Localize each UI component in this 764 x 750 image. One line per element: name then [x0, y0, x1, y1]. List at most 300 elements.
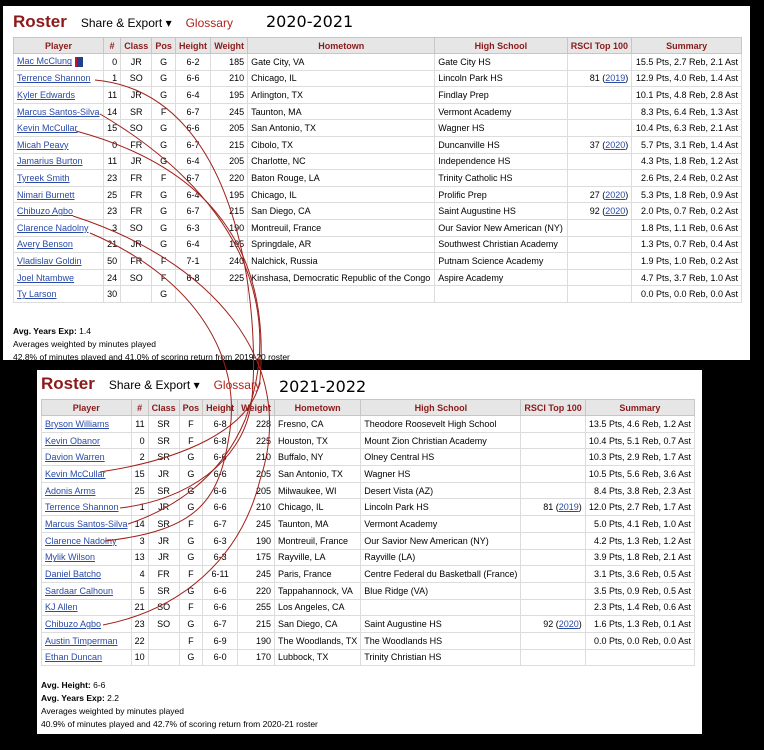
position-cell: G [152, 203, 176, 220]
high-school-cell: Trinity Christian HS [361, 649, 521, 666]
number-cell: 3 [104, 219, 121, 236]
class-cell [148, 649, 179, 666]
player-cell [14, 70, 104, 87]
hometown-cell: Arlington, TX [248, 87, 435, 104]
class-cell: SO [121, 70, 152, 87]
player-cell [42, 449, 132, 466]
glossary-link[interactable]: Glossary [185, 16, 233, 30]
table-row [42, 632, 695, 649]
column-header-player[interactable]: Player [42, 400, 132, 416]
weight-cell: 210 [238, 499, 275, 516]
high-school-cell: Our Savior New American (NY) [361, 532, 521, 549]
high-school-cell: Desert Vista (AZ) [361, 482, 521, 499]
high-school-cell: The Woodlands HS [361, 632, 521, 649]
player-link[interactable]: Davion Warren [45, 452, 105, 463]
rsci-cell [567, 70, 632, 87]
column-header-hometown[interactable]: Hometown [248, 38, 435, 54]
hometown-cell: Montreuil, France [275, 532, 361, 549]
column-header-high-school[interactable]: High School [361, 400, 521, 416]
roster-title: Roster [41, 374, 95, 393]
table-row [14, 286, 742, 303]
summary-cell [585, 649, 694, 666]
rsci-cell [521, 582, 585, 599]
weight-cell: 195 [211, 87, 248, 104]
height-cell: 6-6 [175, 120, 210, 137]
rsci-close-paren: ) [625, 73, 629, 84]
high-school-cell: Wagner HS [435, 120, 567, 137]
column-header-summary[interactable]: Summary [632, 38, 742, 54]
season-label: 2020-2021 [266, 12, 354, 31]
column-header-class[interactable]: Class [148, 400, 179, 416]
player-cell [14, 203, 104, 220]
position-cell: F [179, 432, 203, 449]
player-link[interactable]: Vladislav Goldin [17, 255, 82, 266]
summary-cell: 8.4 Pts, 3.8 Reb, 2.3 Ast [585, 482, 694, 499]
position-cell: G [179, 466, 203, 483]
table-row [14, 203, 742, 220]
summary-cell: 4.2 Pts, 1.3 Reb, 1.2 Ast [585, 532, 694, 549]
table-row [42, 549, 695, 566]
hometown-cell: San Antonio, TX [248, 120, 435, 137]
number-cell: 11 [104, 87, 121, 104]
summary-cell: 10.3 Pts, 2.9 Reb, 1.7 Ast [585, 449, 694, 466]
table-row [14, 87, 742, 104]
height-cell: 6-7 [175, 136, 210, 153]
number-cell: 15 [104, 120, 121, 137]
summary-cell: 12.9 Pts, 4.0 Reb, 1.4 Ast [632, 70, 742, 87]
height-cell: 6-8 [203, 432, 238, 449]
weight-cell: 245 [238, 516, 275, 533]
roster-footer [41, 679, 318, 731]
high-school-cell: Independence HS [435, 153, 567, 170]
high-school-cell: Prolific Prep [435, 186, 567, 203]
column-header-class[interactable]: Class [121, 38, 152, 54]
player-link[interactable]: Joel Ntambwe [17, 272, 75, 283]
player-link[interactable]: Terrence Shannon [17, 73, 91, 84]
weight-cell: 220 [211, 170, 248, 187]
table-row [14, 236, 742, 253]
summary-cell: 1.9 Pts, 1.0 Reb, 0.2 Ast [632, 253, 742, 270]
table-row [14, 219, 742, 236]
column-header-number[interactable]: # [131, 400, 148, 416]
season-label: 2021-2022 [279, 377, 367, 396]
height-cell [175, 286, 210, 303]
rsci-cell [567, 203, 632, 220]
player-cell [42, 516, 132, 533]
high-school-cell: Vermont Academy [361, 516, 521, 533]
player-link[interactable]: Micah Peavy [17, 139, 69, 150]
position-cell: G [179, 549, 203, 566]
number-cell: 1 [131, 499, 148, 516]
number-cell: 25 [104, 186, 121, 203]
rsci-cell [567, 236, 632, 253]
roster-title: Roster [13, 12, 67, 31]
number-cell: 21 [104, 236, 121, 253]
high-school-cell: Blue Ridge (VA) [361, 582, 521, 599]
rsci-cell [521, 499, 585, 516]
rsci-cell [521, 532, 585, 549]
table-row [42, 599, 695, 616]
rsci-year-link[interactable]: 2020 [558, 619, 579, 630]
player-cell [14, 219, 104, 236]
rsci-cell [521, 549, 585, 566]
hometown-cell: Chicago, IL [248, 70, 435, 87]
roster-header [41, 374, 261, 394]
hometown-cell: San Diego, CA [248, 203, 435, 220]
weight-cell: 245 [211, 103, 248, 120]
rsci-cell [521, 466, 585, 483]
player-link[interactable]: Sardaar Calhoun [45, 585, 114, 596]
number-cell: 4 [131, 566, 148, 583]
rsci-close-paren: ) [578, 619, 582, 630]
weight-cell: 210 [211, 70, 248, 87]
class-cell: SO [148, 616, 179, 633]
player-link[interactable]: Mylik Wilson [45, 552, 96, 563]
number-cell: 1 [104, 70, 121, 87]
table-row [42, 566, 695, 583]
rsci-year-link[interactable]: 2020 [605, 189, 626, 200]
hometown-cell: Taunton, MA [248, 103, 435, 120]
class-cell: SR [148, 432, 179, 449]
weight-cell: 215 [238, 616, 275, 633]
column-header-height[interactable]: Height [203, 400, 238, 416]
player-link[interactable]: Ethan Duncan [45, 652, 103, 663]
high-school-cell: Our Savior New American (NY) [435, 219, 567, 236]
hometown-cell: Springdale, AR [248, 236, 435, 253]
rsci-cell [521, 616, 585, 633]
player-cell [42, 632, 132, 649]
number-cell: 23 [131, 616, 148, 633]
position-cell: G [152, 70, 176, 87]
player-link[interactable]: Nimari Burnett [17, 189, 75, 200]
rsci-year-link[interactable]: 2020 [605, 139, 626, 150]
summary-cell: 1.3 Pts, 0.7 Reb, 0.4 Ast [632, 236, 742, 253]
weight-cell: 190 [238, 632, 275, 649]
weight-cell: 255 [238, 599, 275, 616]
class-cell: SO [121, 269, 152, 286]
class-cell: JR [121, 236, 152, 253]
position-cell: G [152, 236, 176, 253]
column-header-pos[interactable]: Pos [152, 38, 176, 54]
number-cell: 21 [131, 599, 148, 616]
height-cell: 6-6 [203, 482, 238, 499]
hometown-cell: Chicago, IL [248, 186, 435, 203]
column-header-summary[interactable]: Summary [585, 400, 694, 416]
player-link[interactable]: Clarence Nadolny [17, 222, 89, 233]
table-row [14, 120, 742, 137]
player-cell [42, 466, 132, 483]
summary-cell: 10.4 Pts, 6.3 Reb, 2.1 Ast [632, 120, 742, 137]
summary-cell: 8.3 Pts, 6.4 Reb, 1.3 Ast [632, 103, 742, 120]
rsci-cell [521, 416, 585, 433]
rsci-cell [567, 170, 632, 187]
hometown-cell: Milwaukee, WI [275, 482, 361, 499]
avg-years-label: Avg. Years Exp: [41, 693, 105, 703]
glossary-link[interactable]: Glossary [213, 378, 261, 392]
player-link[interactable]: Terrence Shannon [45, 502, 119, 513]
summary-cell: 4.7 Pts, 3.7 Reb, 1.0 Ast [632, 269, 742, 286]
high-school-cell: Trinity Catholic HS [435, 170, 567, 187]
hometown-cell: Kinshasa, Democratic Republic of the Congo [248, 269, 435, 286]
high-school-cell: Lincoln Park HS [361, 499, 521, 516]
height-cell: 6-6 [175, 70, 210, 87]
class-cell: SR [148, 582, 179, 599]
player-link[interactable]: Marcus Santos-Silva [45, 518, 128, 529]
player-link[interactable]: Kevin McCullar [45, 468, 106, 479]
hometown-cell: Lubbock, TX [275, 649, 361, 666]
rsci-rank: 92 ( [589, 206, 606, 217]
position-cell: F [152, 269, 176, 286]
height-cell: 6-3 [175, 219, 210, 236]
position-cell: G [152, 186, 176, 203]
share-export-menu[interactable]: Share & Export ▾ [108, 378, 200, 392]
height-cell: 6-2 [175, 54, 210, 71]
table-row [14, 186, 742, 203]
height-cell: 6-8 [175, 269, 210, 286]
table-row [42, 516, 695, 533]
weight-cell [211, 286, 248, 303]
rsci-close-paren: ) [625, 139, 629, 150]
height-cell: 6-11 [203, 566, 238, 583]
class-cell: FR [121, 203, 152, 220]
number-cell: 0 [131, 432, 148, 449]
hometown-cell: Montreuil, France [248, 219, 435, 236]
player-link[interactable]: Kevin McCullar [17, 123, 78, 134]
class-cell: SO [121, 120, 152, 137]
height-cell: 6-6 [203, 599, 238, 616]
player-link[interactable]: Marcus Santos-Silva [17, 106, 100, 117]
player-link[interactable]: KJ Allen [45, 602, 78, 613]
column-header-rsci-top-100[interactable]: RSCI Top 100 [567, 38, 632, 54]
summary-cell: 1.8 Pts, 1.1 Reb, 0.6 Ast [632, 219, 742, 236]
hometown-cell: San Antonio, TX [275, 466, 361, 483]
hometown-cell [248, 286, 435, 303]
player-cell [14, 170, 104, 187]
high-school-cell: Theodore Roosevelt High School [361, 416, 521, 433]
player-link[interactable]: Clarence Nadolny [45, 535, 117, 546]
player-link[interactable]: Jamarius Burton [17, 156, 83, 167]
table-row [42, 532, 695, 549]
weight-cell: 240 [211, 253, 248, 270]
class-cell: SR [121, 103, 152, 120]
position-cell: G [152, 120, 176, 137]
height-cell: 6-6 [203, 466, 238, 483]
position-cell: G [179, 482, 203, 499]
returning-note: 42.8% of minutes played and 41.0% of scoring return from 2019-20 roster [13, 352, 290, 362]
column-header-rsci-top-100[interactable]: RSCI Top 100 [521, 400, 585, 416]
class-cell: FR [121, 136, 152, 153]
position-cell: F [152, 170, 176, 187]
summary-cell: 2.6 Pts, 2.4 Reb, 0.2 Ast [632, 170, 742, 187]
summary-cell: 10.1 Pts, 4.8 Reb, 2.8 Ast [632, 87, 742, 104]
number-cell: 14 [104, 103, 121, 120]
weight-cell: 205 [238, 466, 275, 483]
player-cell [14, 186, 104, 203]
hometown-cell: Rayville, LA [275, 549, 361, 566]
player-cell [14, 253, 104, 270]
position-cell: F [179, 632, 203, 649]
column-header-number[interactable]: # [104, 38, 121, 54]
weight-cell: 220 [238, 582, 275, 599]
rsci-close-paren: ) [625, 206, 629, 217]
column-header-pos[interactable]: Pos [179, 400, 203, 416]
column-header-weight[interactable]: Weight [238, 400, 275, 416]
table-row [14, 269, 742, 286]
class-cell: SO [148, 599, 179, 616]
player-link[interactable]: Chibuzo Agbo [45, 619, 102, 630]
high-school-cell: Centre Federal du Basketball (France) [361, 566, 521, 583]
number-cell: 14 [131, 516, 148, 533]
weight-cell: 210 [238, 449, 275, 466]
player-cell [42, 499, 132, 516]
number-cell: 30 [104, 286, 121, 303]
high-school-cell: Putnam Science Academy [435, 253, 567, 270]
player-cell [14, 236, 104, 253]
roster-table [13, 37, 742, 303]
player-cell [42, 549, 132, 566]
number-cell: 2 [131, 449, 148, 466]
player-link[interactable]: Tyreek Smith [17, 172, 70, 183]
position-cell: G [152, 54, 176, 71]
hometown-cell: Baton Rouge, LA [248, 170, 435, 187]
rsci-cell [567, 286, 632, 303]
hometown-cell: Chicago, IL [275, 499, 361, 516]
high-school-cell: Duncanville HS [435, 136, 567, 153]
weight-cell: 185 [211, 54, 248, 71]
position-cell: G [152, 87, 176, 104]
player-cell [14, 153, 104, 170]
rsci-cell [521, 432, 585, 449]
table-row [42, 466, 695, 483]
hometown-cell: The Woodlands, TX [275, 632, 361, 649]
player-link[interactable]: Kevin Obanor [45, 435, 101, 446]
hometown-cell: Charlotte, NC [248, 153, 435, 170]
weight-cell: 205 [211, 153, 248, 170]
player-cell [42, 649, 132, 666]
player-link[interactable]: Austin Timperman [45, 635, 118, 646]
weight-cell: 215 [211, 136, 248, 153]
player-link[interactable]: Daniel Batcho [45, 569, 102, 580]
table-row [14, 153, 742, 170]
hometown-cell: Taunton, MA [275, 516, 361, 533]
class-cell: SR [148, 516, 179, 533]
position-cell: F [152, 103, 176, 120]
height-cell: 6-7 [175, 103, 210, 120]
avg-height-value: 6-6 [93, 680, 106, 690]
player-link[interactable]: Avery Benson [17, 239, 73, 250]
weight-cell: 195 [211, 236, 248, 253]
player-cell [42, 616, 132, 633]
position-cell: G [179, 499, 203, 516]
weight-cell: 205 [211, 120, 248, 137]
position-cell: F [152, 253, 176, 270]
column-header-player[interactable]: Player [14, 38, 104, 54]
rsci-year-link[interactable]: 2020 [605, 206, 626, 217]
weight-cell: 245 [238, 566, 275, 583]
returning-note: 40.9% of minutes played and 42.7% of scoring return from 2020-21 roster [41, 719, 318, 729]
rsci-cell [567, 269, 632, 286]
rsci-cell [521, 566, 585, 583]
position-cell: G [179, 582, 203, 599]
column-header-hometown[interactable]: Hometown [275, 400, 361, 416]
class-cell [121, 286, 152, 303]
table-header-row [42, 400, 695, 416]
class-cell: FR [148, 566, 179, 583]
class-cell: FR [121, 186, 152, 203]
rsci-cell [567, 153, 632, 170]
rsci-cell [567, 54, 632, 71]
class-cell: JR [121, 54, 152, 71]
summary-cell: 3.5 Pts, 0.9 Reb, 0.5 Ast [585, 582, 694, 599]
summary-cell: 15.5 Pts, 2.7 Reb, 2.1 Ast [632, 54, 742, 71]
rsci-close-paren: ) [625, 189, 629, 200]
class-cell: JR [121, 153, 152, 170]
roster-panel-2020-2021 [3, 6, 750, 360]
player-link[interactable]: Adonis Arms [45, 485, 96, 496]
number-cell: 25 [131, 482, 148, 499]
player-link[interactable]: Bryson Williams [45, 418, 110, 429]
height-cell: 7-1 [175, 253, 210, 270]
table-row [42, 499, 695, 516]
height-cell: 6-7 [203, 616, 238, 633]
height-cell: 6-3 [203, 532, 238, 549]
number-cell: 23 [104, 170, 121, 187]
rsci-cell [521, 632, 585, 649]
share-export-menu[interactable]: Share & Export ▾ [80, 16, 172, 30]
height-cell: 6-0 [203, 649, 238, 666]
weight-cell: 195 [211, 186, 248, 203]
column-header-height[interactable]: Height [175, 38, 210, 54]
rsci-cell [521, 599, 585, 616]
player-link[interactable]: Kyler Edwards [17, 89, 76, 100]
rsci-rank: 92 ( [543, 619, 559, 630]
table-row [42, 616, 695, 633]
height-cell: 6-4 [175, 236, 210, 253]
rsci-year-link[interactable]: 2019 [558, 502, 579, 513]
table-row [14, 253, 742, 270]
rsci-cell [567, 136, 632, 153]
column-header-weight[interactable]: Weight [211, 38, 248, 54]
player-link[interactable]: Ty Larson [17, 289, 57, 300]
high-school-cell: Rayville (LA) [361, 549, 521, 566]
rsci-year-link[interactable]: 2019 [605, 73, 626, 84]
player-cell [14, 54, 104, 71]
number-cell: 10 [131, 649, 148, 666]
hometown-cell: Buffalo, NY [275, 449, 361, 466]
position-cell: F [179, 599, 203, 616]
player-cell [42, 432, 132, 449]
player-cell [42, 582, 132, 599]
high-school-cell: Aspire Academy [435, 269, 567, 286]
class-cell: FR [121, 170, 152, 187]
column-header-high-school[interactable]: High School [435, 38, 567, 54]
table-row [14, 70, 742, 87]
player-link[interactable]: Chibuzo Agbo [17, 206, 74, 217]
table-row [42, 416, 695, 433]
summary-cell: 5.7 Pts, 3.1 Reb, 1.4 Ast [632, 136, 742, 153]
position-cell: G [152, 136, 176, 153]
weight-cell: 225 [238, 432, 275, 449]
class-cell: JR [148, 532, 179, 549]
summary-cell: 10.5 Pts, 5.6 Reb, 3.6 Ast [585, 466, 694, 483]
number-cell: 3 [131, 532, 148, 549]
height-cell: 6-7 [175, 203, 210, 220]
weight-cell: 170 [238, 649, 275, 666]
player-link[interactable]: Mac McClung [17, 56, 73, 67]
weight-cell: 215 [211, 203, 248, 220]
class-cell: SO [121, 219, 152, 236]
hometown-cell: Los Angeles, CA [275, 599, 361, 616]
